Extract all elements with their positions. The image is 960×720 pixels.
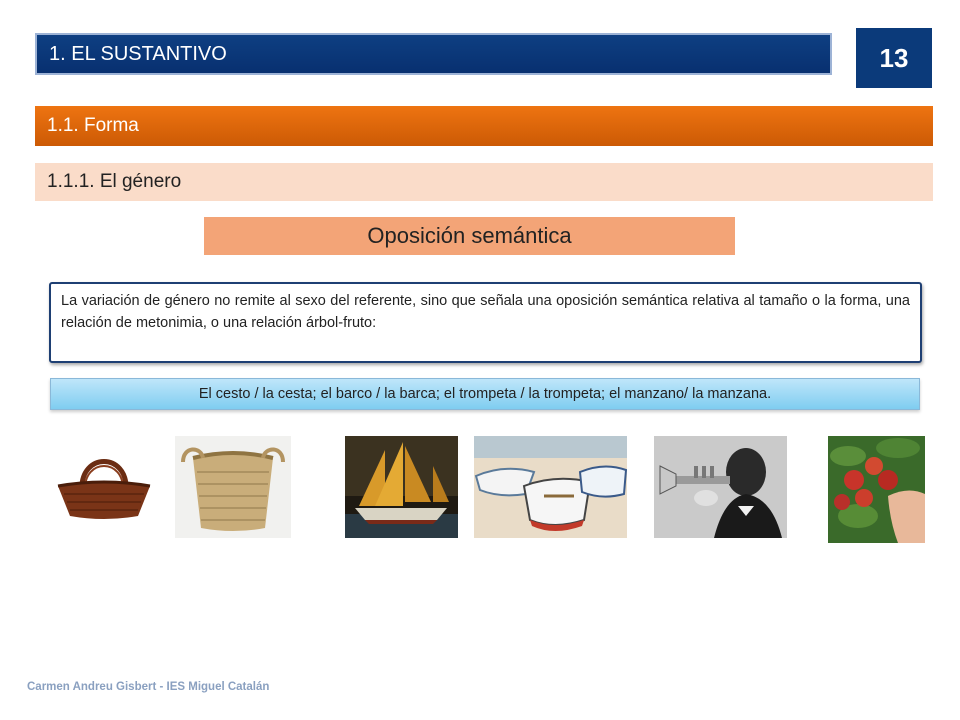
concept-heading: Oposición semántica — [204, 217, 735, 255]
basket-icon — [52, 442, 156, 522]
large-basket-icon — [175, 436, 291, 538]
page-number: 13 — [856, 28, 932, 88]
explanation-text: La variación de género no remite al sexo del referente, sino que señala una oposición semántica relativa al tamaño o la forma, una relación de metonimia, o una relación árbol-fruto: — [61, 293, 910, 331]
sailing-ship-icon — [345, 436, 458, 538]
examples-text: El cesto / la cesta; el barco / la barca; el trompeta / la trompeta; el manzano/ la manzana. — [198, 386, 772, 402]
slide-title: 1. EL SUSTANTIVO — [35, 33, 832, 75]
rowboats-icon — [474, 436, 627, 538]
examples-bar — [50, 378, 920, 410]
subsection-heading: 1.1.1. El género — [35, 163, 933, 201]
apple-tree-icon — [828, 436, 925, 543]
section-heading: 1.1. Forma — [35, 106, 933, 146]
trumpet-player-icon — [654, 436, 787, 538]
explanation-box — [49, 282, 922, 363]
footer-credit: Carmen Andreu Gisbert - IES Miguel Catalán — [27, 681, 270, 693]
